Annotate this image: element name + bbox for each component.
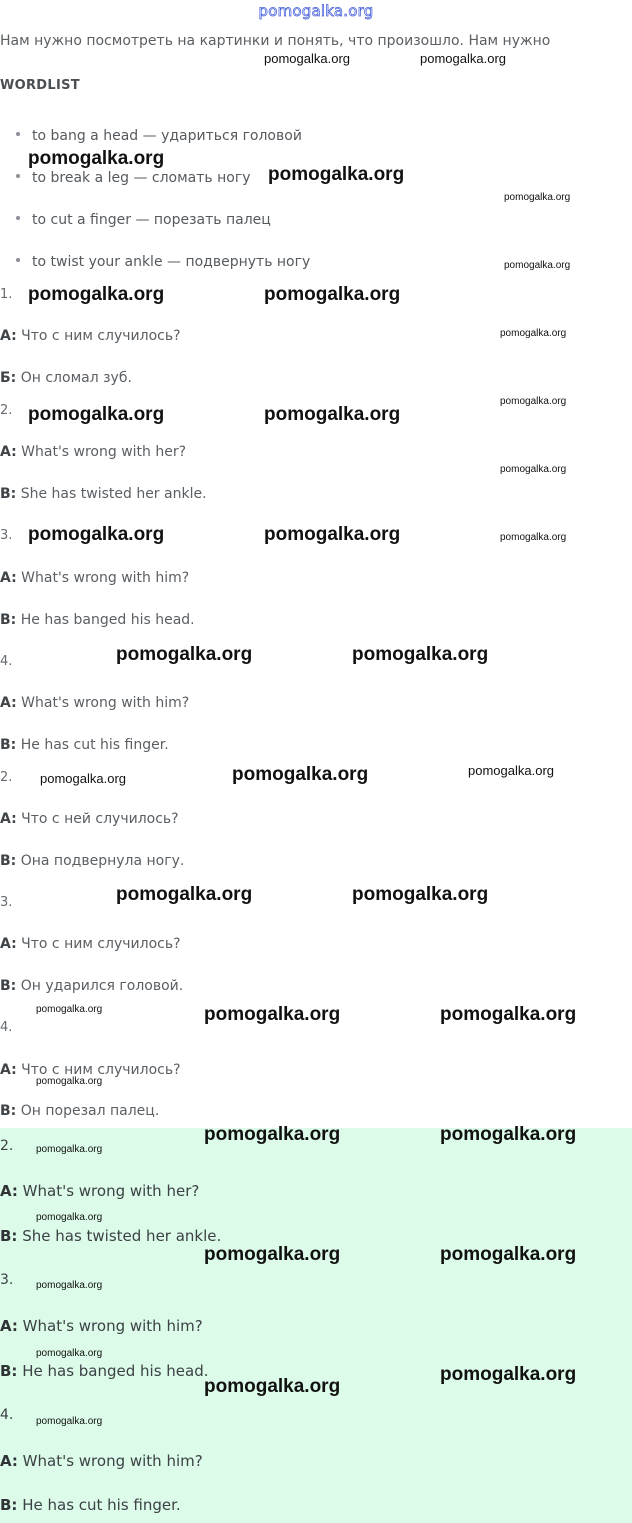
watermark: pomogalka.org bbox=[28, 404, 165, 425]
watermark: pomogalka.org bbox=[468, 763, 554, 778]
watermark: pomogalka.org bbox=[504, 260, 571, 271]
dialog-line-b: B: Он ударился головой. bbox=[0, 978, 184, 994]
dialog-line-b: B: He has cut his finger. bbox=[0, 737, 169, 753]
dialog-line-a: A: What's wrong with him? bbox=[0, 570, 190, 586]
watermark: pomogalka.org bbox=[500, 396, 567, 407]
bullet-icon bbox=[16, 132, 20, 136]
dialog-line-b: B: Он порезал палец. bbox=[0, 1103, 160, 1119]
watermark: pomogalka.org bbox=[440, 1124, 577, 1145]
wordlist-heading: WORDLIST bbox=[0, 78, 80, 93]
watermark: pomogalka.org bbox=[36, 1348, 103, 1359]
watermark: pomogalka.org bbox=[36, 1416, 103, 1427]
watermark: pomogalka.org bbox=[232, 764, 369, 785]
watermark: pomogalka.org bbox=[116, 884, 253, 905]
item-number: 4. bbox=[0, 1407, 14, 1423]
wordlist-item: to cut a finger — порезать палец bbox=[16, 212, 271, 228]
watermark: pomogalka.org bbox=[264, 524, 401, 545]
dialog-line-a: A: What's wrong with him? bbox=[0, 1317, 203, 1335]
dialog-line-b: B: She has twisted her ankle. bbox=[0, 486, 207, 502]
watermark: pomogalka.org bbox=[500, 532, 567, 543]
item-number: 4. bbox=[0, 654, 13, 669]
intro-text: Нам нужно посмотреть на картинки и понять, что произошло. Нам нужно bbox=[0, 33, 551, 49]
dialog-line-a: A: What's wrong with her? bbox=[0, 444, 187, 460]
watermark: pomogalka.org bbox=[36, 1076, 103, 1087]
dialog-line-b: B: He has cut his finger. bbox=[0, 1496, 181, 1514]
watermark: pomogalka.org bbox=[440, 1004, 577, 1025]
dialog-line-b: B: Она подвернула ногу. bbox=[0, 853, 185, 869]
watermark: pomogalka.org bbox=[36, 1212, 103, 1223]
item-number: 3. bbox=[0, 528, 13, 543]
watermark: pomogalka.org bbox=[40, 771, 126, 786]
item-number: 2. bbox=[0, 403, 13, 418]
wordlist-item: to twist your ankle — подвернуть ногу bbox=[16, 254, 310, 270]
item-number: 2. bbox=[0, 1138, 14, 1154]
watermark: pomogalka.org bbox=[264, 51, 350, 66]
watermark: pomogalka.org bbox=[28, 524, 165, 545]
watermark: pomogalka.org bbox=[204, 1376, 341, 1397]
item-number: 4. bbox=[0, 1020, 13, 1035]
item-number: 2. bbox=[0, 770, 13, 785]
item-number: 1. bbox=[0, 287, 13, 302]
item-number: 3. bbox=[0, 895, 13, 910]
dialog-line-b: Б: Он сломал зуб. bbox=[0, 370, 132, 386]
watermark: pomogalka.org bbox=[204, 1004, 341, 1025]
dialog-line-a: A: Что с ним случилось? bbox=[0, 936, 181, 952]
watermark: pomogalka.org bbox=[264, 284, 401, 305]
watermark: pomogalka.org bbox=[116, 644, 253, 665]
dialog-line-b: B: She has twisted her ankle. bbox=[0, 1227, 222, 1245]
dialog-line-b: B: He has banged his head. bbox=[0, 612, 195, 628]
watermark: pomogalka.org bbox=[440, 1364, 577, 1385]
watermark: pomogalka.org bbox=[264, 404, 401, 425]
bullet-icon bbox=[16, 174, 20, 178]
watermark: pomogalka.org bbox=[204, 1244, 341, 1265]
watermark: pomogalka.org bbox=[500, 328, 567, 339]
item-number: 3. bbox=[0, 1272, 14, 1288]
wordlist-item: to bang a head — удариться головой bbox=[16, 128, 302, 144]
watermark: pomogalka.org bbox=[440, 1244, 577, 1265]
watermark: pomogalka.org bbox=[28, 148, 165, 169]
watermark: pomogalka.org bbox=[28, 284, 165, 305]
watermark: pomogalka.org bbox=[36, 1004, 103, 1015]
watermark: pomogalka.org bbox=[352, 644, 489, 665]
watermark: pomogalka.org bbox=[36, 1144, 103, 1155]
watermark: pomogalka.org bbox=[352, 884, 489, 905]
dialog-line-a: A: What's wrong with him? bbox=[0, 695, 190, 711]
bullet-icon bbox=[16, 258, 20, 262]
wordlist-item: to break a leg — сломать ногу bbox=[16, 170, 250, 186]
dialog-line-a: A: Что с ним случилось? bbox=[0, 328, 181, 344]
dialog-line-a: A: What's wrong with her? bbox=[0, 1182, 200, 1200]
watermark: pomogalka.org bbox=[36, 1280, 103, 1291]
watermark: pomogalka.org bbox=[504, 192, 571, 203]
watermark: pomogalka.org bbox=[204, 1124, 341, 1145]
site-logo[interactable]: pomogalka.org bbox=[258, 2, 374, 20]
dialog-line-a: A: What's wrong with him? bbox=[0, 1452, 203, 1470]
watermark: pomogalka.org bbox=[268, 164, 405, 185]
dialog-line-a: A: Что с ней случилось? bbox=[0, 811, 179, 827]
dialog-line-a: A: Что с ним случилось? bbox=[0, 1062, 181, 1078]
watermark: pomogalka.org bbox=[500, 464, 567, 475]
watermark: pomogalka.org bbox=[420, 51, 506, 66]
bullet-icon bbox=[16, 216, 20, 220]
dialog-line-b: B: He has banged his head. bbox=[0, 1362, 209, 1380]
